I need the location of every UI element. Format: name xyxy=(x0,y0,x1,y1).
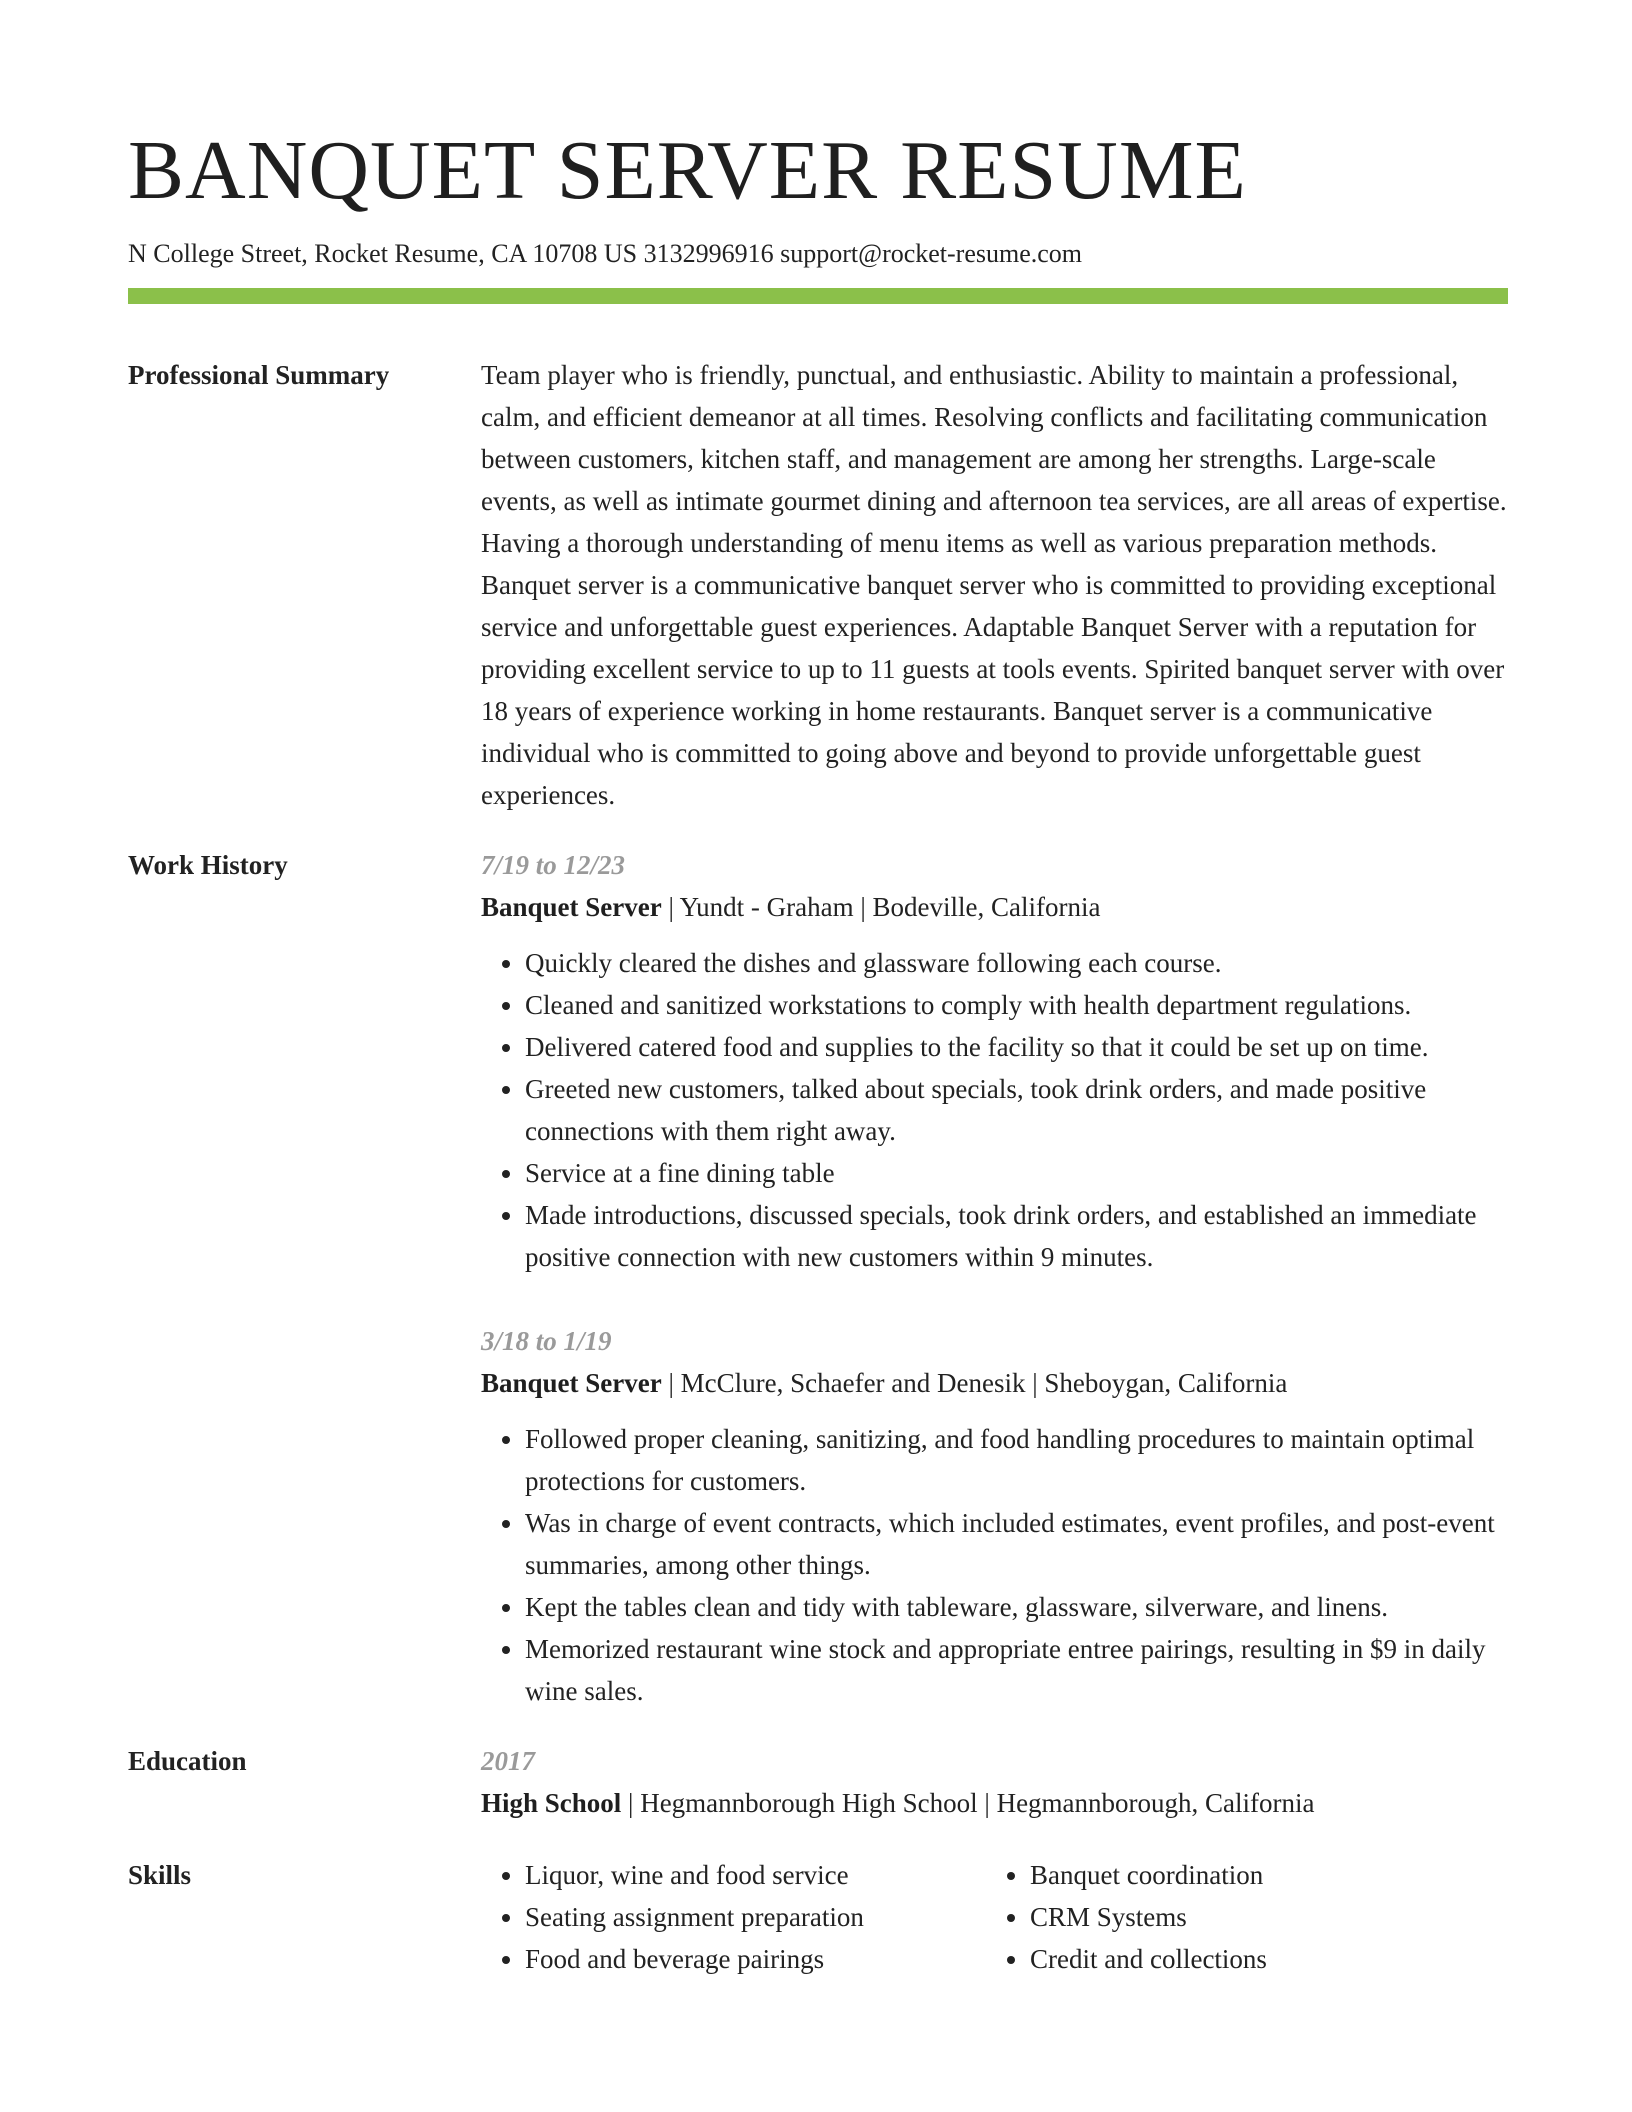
skills-list-left xyxy=(481,1854,986,1980)
skill-item: • Banquet coordination xyxy=(1030,1854,1491,1896)
work-history-body xyxy=(481,844,1508,1712)
skills-body xyxy=(481,1854,1508,1980)
job-bullet: • Memorized restaurant wine stock and appropriate entree pairings, resulting in $9 in daily wine sales. xyxy=(525,1628,1508,1712)
job-bullet: • Followed proper cleaning, sanitizing, and food handling procedures to maintain optimal protections for customers. xyxy=(525,1418,1508,1502)
job-dates: 7/19 to 12/23 xyxy=(481,850,626,880)
section-label-summary: Professional Summary xyxy=(128,360,390,390)
summary-text: Team player who is friendly, punctual, and enthusiastic. Ability to maintain a professional, calm, and efficient demeanor at all times. Resolving conflicts and facilitating communication between customers, kitchen staff, and management are among her strengths. Large-scale events, as well as intimate gourmet dining and afternoon tea services, are all areas of expertise. Having a thorough understanding of menu items as well as various preparation methods. Banquet server is a communicative banquet server who is committed to providing exceptional service and unforgettable guest experiences. Adaptable Banquet Server with a reputation for providing excellent service to up to 11 guests at tools events. Spirited banquet server with over 18 years of experience working in home restaurants. Banquet server is a communicative individual who is committed to going above and beyond to provide unforgettable guest experiences. xyxy=(481,360,1507,810)
job-bullet: • Made introductions, discussed specials, took drink orders, and established an immediate positive connection with new customers within 9 minutes. xyxy=(525,1194,1508,1278)
header-divider xyxy=(128,288,1508,304)
job-bullet: • Delivered catered food and supplies to the facility so that it could be set up on time. xyxy=(525,1026,1508,1068)
job-bullet: • Greeted new customers, talked about specials, took drink orders, and made positive connections with them right away. xyxy=(525,1068,1508,1152)
education-year: 2017 xyxy=(481,1746,535,1776)
skills-list-right xyxy=(986,1854,1491,1980)
education-school-location: | Hegmannborough High School | Hegmannborough, California xyxy=(621,1788,1315,1818)
resume-title: BANQUET SERVER RESUME xyxy=(128,124,1247,217)
job-bullets xyxy=(481,942,1508,1278)
skill-item: • Credit and collections xyxy=(1030,1938,1491,1980)
work-history-section xyxy=(128,844,1508,1712)
skills-section xyxy=(128,1854,1508,1980)
contact-line: N College Street, Rocket Resume, CA 10708 US 3132996916 support@rocket-resume.com xyxy=(128,239,1083,268)
job-bullet: • Kept the tables clean and tidy with tableware, glassware, silverware, and linens. xyxy=(525,1586,1508,1628)
job-bullets xyxy=(481,1418,1508,1712)
section-label-education: Education xyxy=(128,1746,247,1776)
job-title: Banquet Server xyxy=(481,892,662,922)
resume-page xyxy=(128,116,1508,1980)
job-title: Banquet Server xyxy=(481,1368,662,1398)
skill-item: • Liquor, wine and food service xyxy=(525,1854,986,1896)
job-bullet: • Service at a fine dining table xyxy=(525,1152,1508,1194)
education-section xyxy=(128,1740,1508,1824)
education-line xyxy=(481,1782,1508,1824)
job-bullet: • Cleaned and sanitized workstations to comply with health department regulations. xyxy=(525,984,1508,1026)
skill-item: • Food and beverage pairings xyxy=(525,1938,986,1980)
job-dates: 3/18 to 1/19 xyxy=(481,1326,612,1356)
education-degree: High School xyxy=(481,1788,622,1818)
skill-item: • Seating assignment preparation xyxy=(525,1896,986,1938)
skill-item: • CRM Systems xyxy=(1030,1896,1491,1938)
job-bullet: • Quickly cleared the dishes and glassware following each course. xyxy=(525,942,1508,984)
summary-section xyxy=(128,354,1508,816)
job-role-line xyxy=(481,1362,1508,1404)
job-bullet: • Was in charge of event contracts, which included estimates, event profiles, and post-event summaries, among other things. xyxy=(525,1502,1508,1586)
job-entry xyxy=(481,1320,1508,1712)
job-employer-location: | Yundt - Graham | Bodeville, California xyxy=(661,892,1101,922)
section-label-work-history: Work History xyxy=(128,850,288,880)
job-role-line xyxy=(481,886,1508,928)
section-label-skills: Skills xyxy=(128,1860,192,1890)
job-entry xyxy=(481,844,1508,1278)
education-body xyxy=(481,1740,1508,1824)
job-employer-location: | McClure, Schaefer and Denesik | Sheboygan, California xyxy=(661,1368,1288,1398)
